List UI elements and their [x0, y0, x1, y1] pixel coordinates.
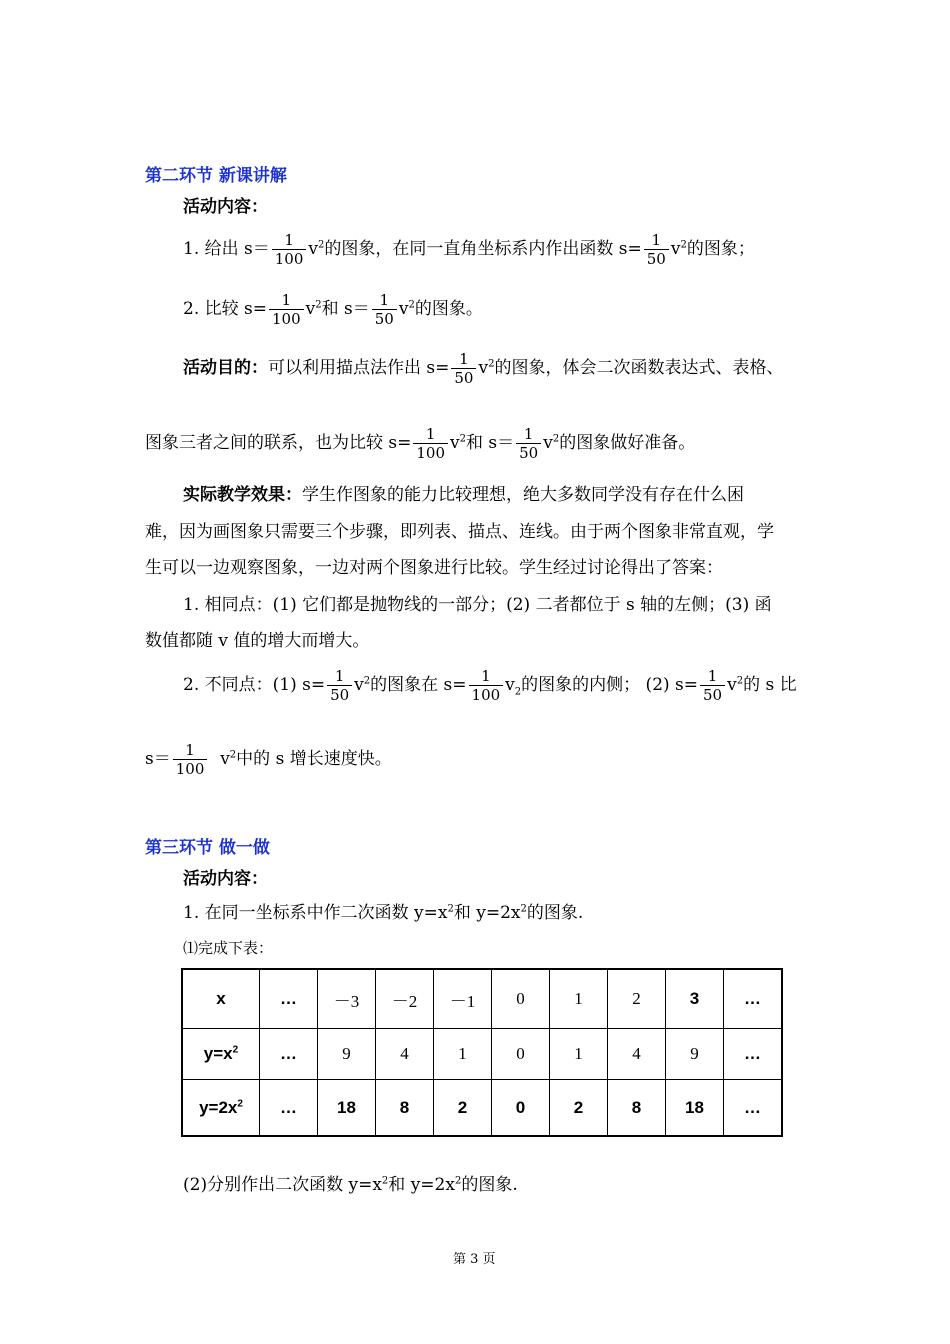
- table-cell: 2: [550, 1080, 608, 1137]
- table-cell: 18: [666, 1080, 724, 1137]
- table-cell: 1: [550, 1029, 608, 1080]
- fraction-1-100: $\frac{1}{100}$: [413, 425, 448, 462]
- table-cell: 4: [376, 1029, 434, 1080]
- table-row-y2: [182, 1080, 782, 1137]
- table-cell: 1: [434, 1029, 492, 1080]
- same-line1: 1. 相同点：(1) 它们都是抛物线的一部分；(2) 二者都位于 s 轴的左侧；(3) 函: [183, 595, 772, 615]
- section2-purpose: 活动目的：可以利用描点法作出 s= $\frac{1}{50}$ $v^2$的图象，体会二次函数表达式、表格、: [183, 350, 784, 387]
- table-cell: …: [260, 1029, 318, 1080]
- last-line: s＝ $\frac{1}{100}$ $v^2$中的 s 增长速度快。: [145, 741, 392, 778]
- diff-line: 2. 不同点：(1) s= $\frac{1}{50}$ $v^2$的图象在 s= $\frac{1}{100}$ $v_2$的图象的内侧； (2) s= $\frac{1}{50}$ $v^2$的 s 比: [183, 667, 797, 704]
- purpose-label: 活动目的：: [183, 358, 268, 378]
- table-cell: 18: [318, 1080, 376, 1137]
- fraction-1-50: $\frac{1}{50}$: [516, 425, 541, 462]
- table-cell: …: [724, 1080, 783, 1137]
- table-cell: 3: [666, 969, 724, 1029]
- table-cell: －2: [376, 969, 434, 1029]
- table-cell: …: [260, 1080, 318, 1137]
- table-cell: …: [724, 969, 783, 1029]
- value-table: [181, 968, 783, 1137]
- effect-line3: 生可以一边观察图象，一边对两个图象进行比较。学生经过讨论得出了答案：: [145, 558, 723, 578]
- section3-sub2: (2)分别作出二次函数 $y=x^2$和 $y=2x^2$的图象.: [183, 1175, 518, 1195]
- section2-item2: 2. 比较 s= $\frac{1}{100}$ $v^2$和 s＝ $\frac{1}{50}$ $v^2$的图象。: [183, 291, 483, 328]
- fraction-1-100: $\frac{1}{100}$: [269, 291, 304, 328]
- section2-heading: 第二环节 新课讲解: [145, 166, 287, 186]
- table-cell: 2: [608, 969, 666, 1029]
- section2-activity-label: 活动内容：: [183, 197, 268, 217]
- table-cell: …: [260, 969, 318, 1029]
- table-cell: 8: [608, 1080, 666, 1137]
- fraction-1-50: $\frac{1}{50}$: [372, 291, 397, 328]
- section3-sub1: ⑴完成下表：: [183, 939, 274, 957]
- table-cell: －3: [318, 969, 376, 1029]
- table-cell: 4: [608, 1029, 666, 1080]
- table-cell: 9: [318, 1029, 376, 1080]
- table-cell: 8: [376, 1080, 434, 1137]
- section3-activity-label: 活动内容：: [183, 869, 268, 889]
- table-cell: 0: [492, 1080, 550, 1137]
- table-row-y1: [182, 1029, 782, 1080]
- item1-prefix: 1. 给出 s＝: [183, 239, 270, 259]
- table-cell: x: [182, 969, 260, 1029]
- fraction-1-100: $\frac{1}{100}$: [469, 667, 504, 704]
- table-cell: 9: [666, 1029, 724, 1080]
- table-cell: －1: [434, 969, 492, 1029]
- fraction-1-50: $\frac{1}{50}$: [327, 667, 352, 704]
- page-number: 第 3 页: [453, 1252, 496, 1267]
- table-cell: 1: [550, 969, 608, 1029]
- table-row-x: [182, 969, 782, 1029]
- fraction-1-50: $\frac{1}{50}$: [644, 231, 669, 268]
- section2-purpose-line2: 图象三者之间的联系，也为比较 s= $\frac{1}{100}$ $v^2$和 s＝ $\frac{1}{50}$ $v^2$的图象做好准备。: [145, 425, 696, 462]
- section3-task: 1. 在同一坐标系中作二次函数 $y=x^2$和 $y=2x^2$的图象.: [183, 903, 584, 923]
- effect-label: 实际教学效果：: [183, 485, 302, 505]
- same-line2: 数值都随 v 值的增大而增大。: [145, 631, 370, 651]
- table-cell: 2: [434, 1080, 492, 1137]
- fraction-1-100: $\frac{1}{100}$: [173, 741, 208, 778]
- section3-heading: 第三环节 做一做: [145, 838, 270, 858]
- fraction-1-100: $\frac{1}{100}$: [272, 231, 307, 268]
- table-cell: …: [724, 1029, 783, 1080]
- fraction-1-50: $\frac{1}{50}$: [451, 350, 476, 387]
- table-row-label: $y=2x^2$: [182, 1080, 260, 1137]
- table-cell: 0: [492, 969, 550, 1029]
- table-cell: 0: [492, 1029, 550, 1080]
- table-row-label: $y=x^2$: [182, 1029, 260, 1080]
- effect-line2: 难，因为画图象只需要三个步骤，即列表、描点、连线。由于两个图象非常直观，学: [145, 522, 774, 542]
- effect-line1: 实际教学效果：学生作图象的能力比较理想，绝大多数同学没有存在什么困: [183, 485, 744, 505]
- section2-item1: 1. 给出 s＝ $\frac{1}{100}$ $v^2$的图象，在同一直角坐标系内作出函数 s= $\frac{1}{50}$ $v^2$的图象；: [183, 231, 755, 268]
- fraction-1-50: $\frac{1}{50}$: [700, 667, 725, 704]
